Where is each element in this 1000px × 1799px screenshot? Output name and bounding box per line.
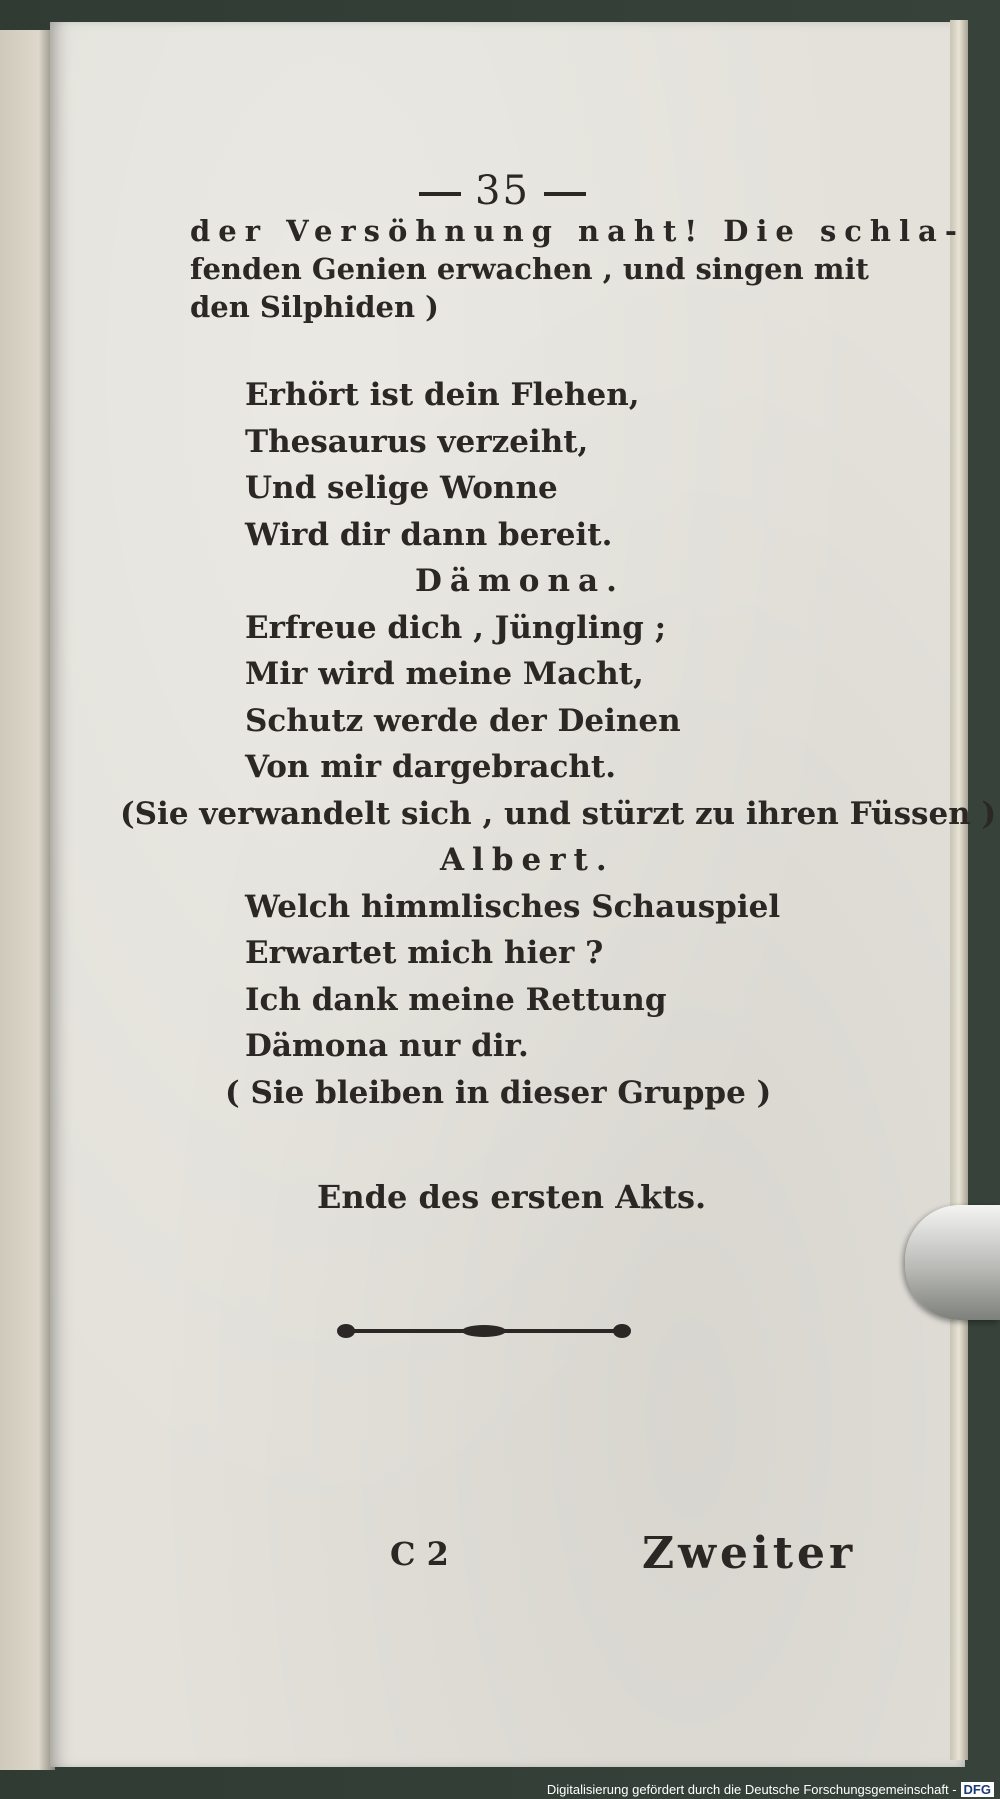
signature-mark: C 2 bbox=[390, 1535, 449, 1573]
verse-line: Dämona nur dir. bbox=[245, 1028, 529, 1064]
prose-line: der Versöhnung naht! Die schla- bbox=[190, 214, 965, 248]
stage-direction: ( Sie bleiben in dieser Gruppe ) bbox=[225, 1074, 772, 1111]
verse-block bbox=[120, 372, 1000, 1116]
catchword: Zweiter bbox=[642, 1528, 857, 1579]
page-clip bbox=[905, 1205, 1000, 1320]
verse-line: Wird dir dann bereit. bbox=[245, 516, 613, 553]
act-end-line: Ende des ersten Akts. bbox=[317, 1178, 707, 1216]
dfg-logo-icon: DFG bbox=[961, 1782, 994, 1797]
ornament-rule-icon bbox=[336, 1320, 632, 1342]
verse-line: Thesaurus verzeiht, bbox=[245, 423, 589, 460]
prose-block bbox=[190, 212, 1000, 326]
verse-line: Ich dank meine Rettung bbox=[245, 981, 667, 1018]
verse-line: Erwartet mich hier ? bbox=[245, 935, 604, 971]
verse-line: Schutz werde der Deinen bbox=[245, 702, 681, 739]
speaker-heading: Albert. bbox=[440, 842, 615, 878]
verse-line: Und selige Wonne bbox=[245, 470, 558, 506]
previous-page-edge bbox=[0, 30, 55, 1770]
verse-line: Von mir dargebracht. bbox=[245, 749, 617, 785]
prose-line: den Silphiden ) bbox=[190, 290, 439, 324]
page-number-header bbox=[405, 168, 1000, 214]
page-number: 35 bbox=[475, 168, 530, 214]
verse-line: Mir wird meine Macht, bbox=[245, 656, 644, 692]
header-dash-right bbox=[544, 192, 586, 196]
stage-direction: (Sie verwandelt sich , und stürzt zu ihren Füssen ) bbox=[120, 795, 997, 832]
header-dash-left bbox=[419, 192, 461, 196]
verse-line: Erhört ist dein Flehen, bbox=[245, 377, 640, 413]
verse-line: Welch himmlisches Schauspiel bbox=[245, 888, 781, 925]
credit-text: Digitalisierung gefördert durch die Deutsche Forschungsgemeinschaft - bbox=[546, 1782, 957, 1797]
digitization-credit bbox=[547, 1782, 994, 1797]
verse-line: Erfreue dich , Jüngling ; bbox=[245, 609, 667, 646]
speaker-heading: Dämona. bbox=[415, 563, 625, 599]
prose-line: fenden Genien erwachen , und singen mit bbox=[190, 252, 869, 286]
